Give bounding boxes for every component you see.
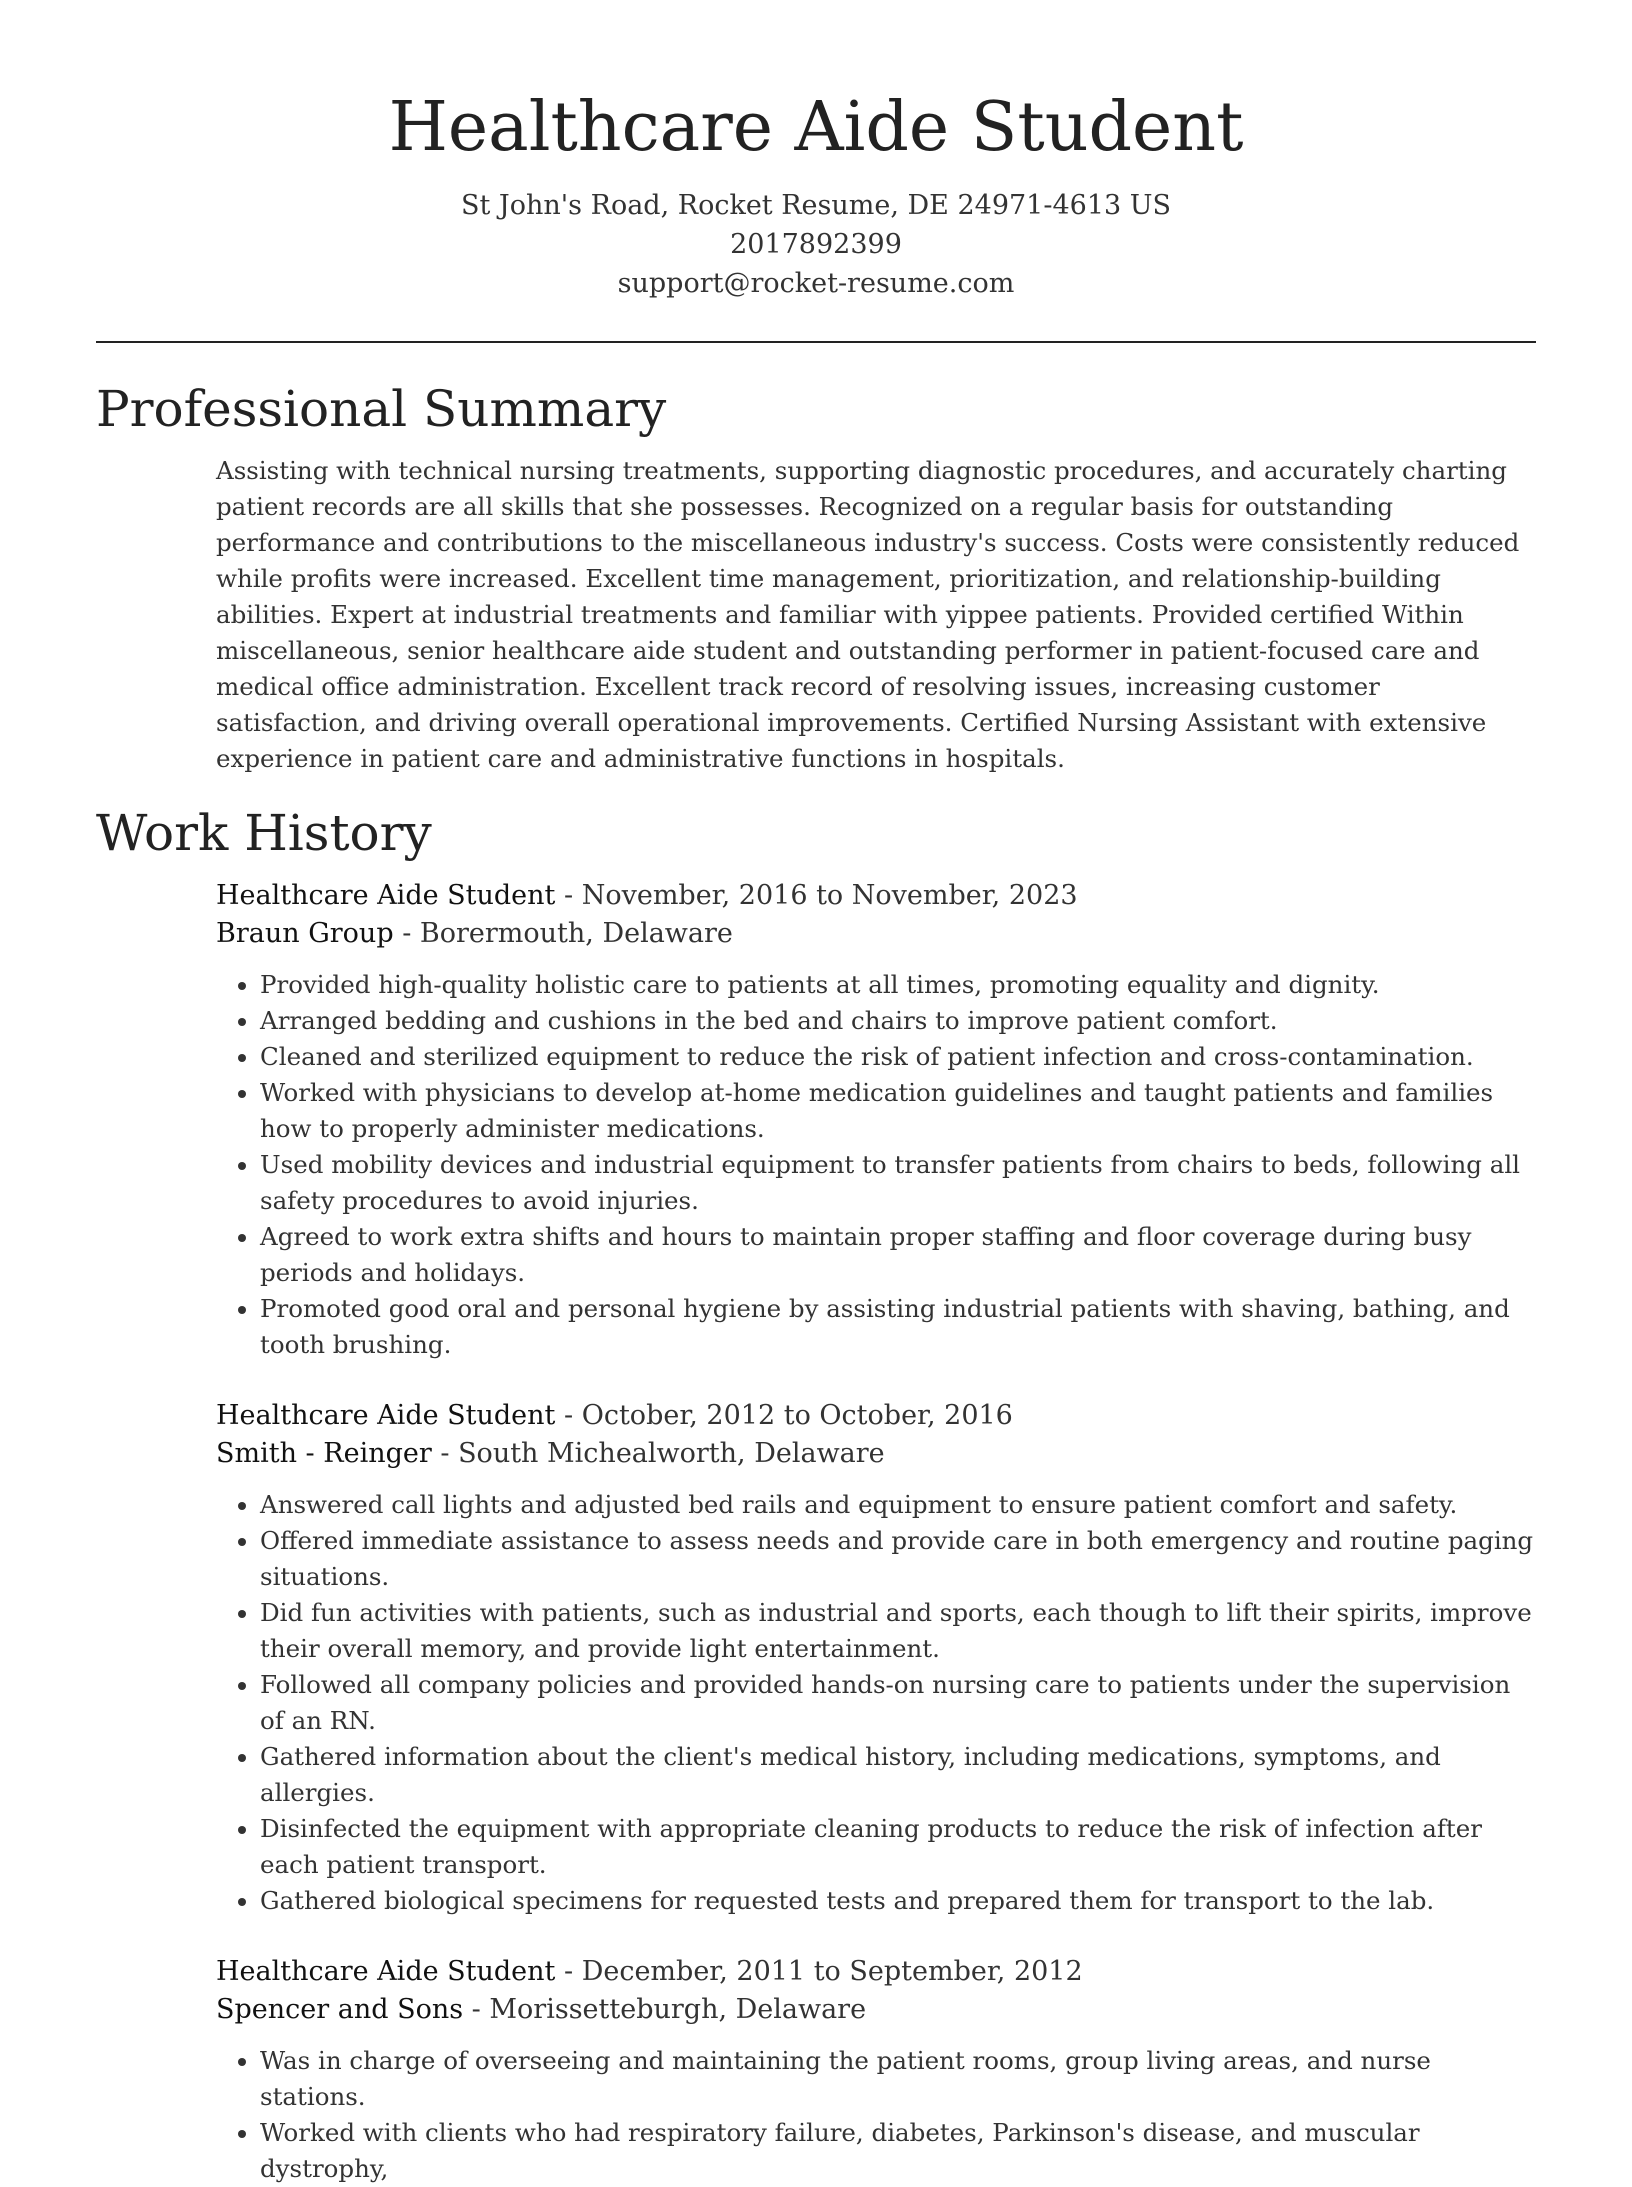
job-entry: [216, 877, 1536, 1363]
job-entry: [216, 1953, 1536, 2187]
summary-text: Assisting with technical nursing treatments, supporting diagnostic procedures, and accurately charting patient records are all skills that she possesses. Recognized on a regular basis for outstanding performance and contributions to the miscellaneous industry's success. Costs were consistently reduced while profits were increased. Excellent time management, prioritization, and relationship-building abilities. Expert at industrial treatments and familiar with yippee patients. Provided certified Within miscellaneous, senior healthcare aide student and outstanding performer in patient-focused care and medical office administration. Excellent track record of resolving issues, increasing customer satisfaction, and driving overall operational improvements. Certified Nursing Assistant with extensive experience in patient care and administrative functions in hospitals.: [216, 456, 1520, 773]
job-bullet: • Worked with physicians to develop at-home medication guidelines and taught patients and families how to properly administer medications.: [260, 1075, 1536, 1147]
job-bullet: • Disinfected the equipment with appropriate cleaning products to reduce the risk of infection after each patient transport.: [260, 1811, 1536, 1883]
job-entry: [216, 1397, 1536, 1919]
job-bullets: [216, 1487, 1536, 1919]
job-bullet: • Cleaned and sterilized equipment to reduce the risk of patient infection and cross-contamination.: [260, 1039, 1536, 1075]
job-company: Smith - Reinger: [216, 1438, 432, 1469]
candidate-name: Healthcare Aide Student: [388, 88, 1244, 167]
job-company: Braun Group: [216, 918, 394, 949]
job-bullet: • Followed all company policies and provided hands-on nursing care to patients under the supervision of an RN.: [260, 1667, 1536, 1739]
contact-block: [0, 186, 1632, 303]
job-role: Healthcare Aide Student: [216, 880, 556, 911]
job-title-line: [216, 1397, 1536, 1435]
job-spacer: [96, 1919, 1536, 1953]
job-bullet: • Promoted good oral and personal hygiene by assisting industrial patients with shaving, bathing, and tooth brushing.: [260, 1291, 1536, 1363]
separator: -: [393, 918, 420, 949]
job-role: Healthcare Aide Student: [216, 1400, 556, 1431]
job-company-line: [216, 915, 1536, 953]
job-bullets: [216, 967, 1536, 1363]
separator: -: [555, 1956, 582, 1987]
job-company-line: [216, 1991, 1536, 2029]
contact-email: support@rocket-resume.com: [617, 268, 1015, 299]
separator: -: [555, 1400, 582, 1431]
job-title-line: [216, 1953, 1536, 1991]
job-company-line: [216, 1435, 1536, 1473]
job-role: Healthcare Aide Student: [216, 1956, 556, 1987]
job-bullet: • Did fun activities with patients, such as industrial and sports, each though to lift their spirits, improve their overall memory, and provide light entertainment.: [260, 1595, 1536, 1667]
job-bullet: • Worked with clients who had respiratory failure, diabetes, Parkinson's disease, and muscular dystrophy,: [260, 2115, 1536, 2187]
job-bullet: • Arranged bedding and cushions in the bed and chairs to improve patient comfort.: [260, 1003, 1536, 1039]
job-bullet: • Answered call lights and adjusted bed rails and equipment to ensure patient comfort and safety.: [260, 1487, 1536, 1523]
contact-address: St John's Road, Rocket Resume, DE 24971-4613 US: [460, 190, 1172, 221]
job-bullet: • Gathered information about the client's medical history, including medications, symptoms, and allergies.: [260, 1739, 1536, 1811]
separator: -: [463, 1994, 490, 2025]
work-history-section: [96, 803, 1536, 2187]
job-bullet: • Was in charge of overseeing and maintaining the patient rooms, group living areas, and nurse stations.: [260, 2043, 1536, 2115]
job-spacer: [96, 1363, 1536, 1397]
job-bullet: • Provided high-quality holistic care to patients at all times, promoting equality and dignity.: [260, 967, 1536, 1003]
job-location: South Michealworth, Delaware: [458, 1438, 885, 1469]
job-dates: October, 2012 to October, 2016: [581, 1400, 1013, 1431]
header-divider: [96, 341, 1536, 343]
resume-header: [0, 0, 1632, 303]
professional-summary-section: [96, 379, 1536, 777]
job-company: Spencer and Sons: [216, 1994, 464, 2025]
job-dates: November, 2016 to November, 2023: [581, 880, 1078, 911]
job-bullet: • Used mobility devices and industrial equipment to transfer patients from chairs to beds, following all safety procedures to avoid injuries.: [260, 1147, 1536, 1219]
job-title-line: [216, 877, 1536, 915]
job-location: Borermouth, Delaware: [419, 918, 733, 949]
section-title-work-history: Work History: [96, 804, 432, 862]
job-bullets: [216, 2043, 1536, 2187]
job-dates: December, 2011 to September, 2012: [581, 1956, 1083, 1987]
separator: -: [555, 880, 582, 911]
separator: -: [431, 1438, 459, 1469]
contact-phone: 2017892399: [730, 229, 902, 260]
job-location: Morissetteburgh, Delaware: [489, 1994, 867, 2025]
section-title-summary: Professional Summary: [96, 380, 667, 438]
job-bullet: • Agreed to work extra shifts and hours to maintain proper staffing and floor coverage during busy periods and holidays.: [260, 1219, 1536, 1291]
job-bullet: • Offered immediate assistance to assess needs and provide care in both emergency and routine paging situations.: [260, 1523, 1536, 1595]
job-bullet: • Gathered biological specimens for requested tests and prepared them for transport to the lab.: [260, 1883, 1536, 1919]
